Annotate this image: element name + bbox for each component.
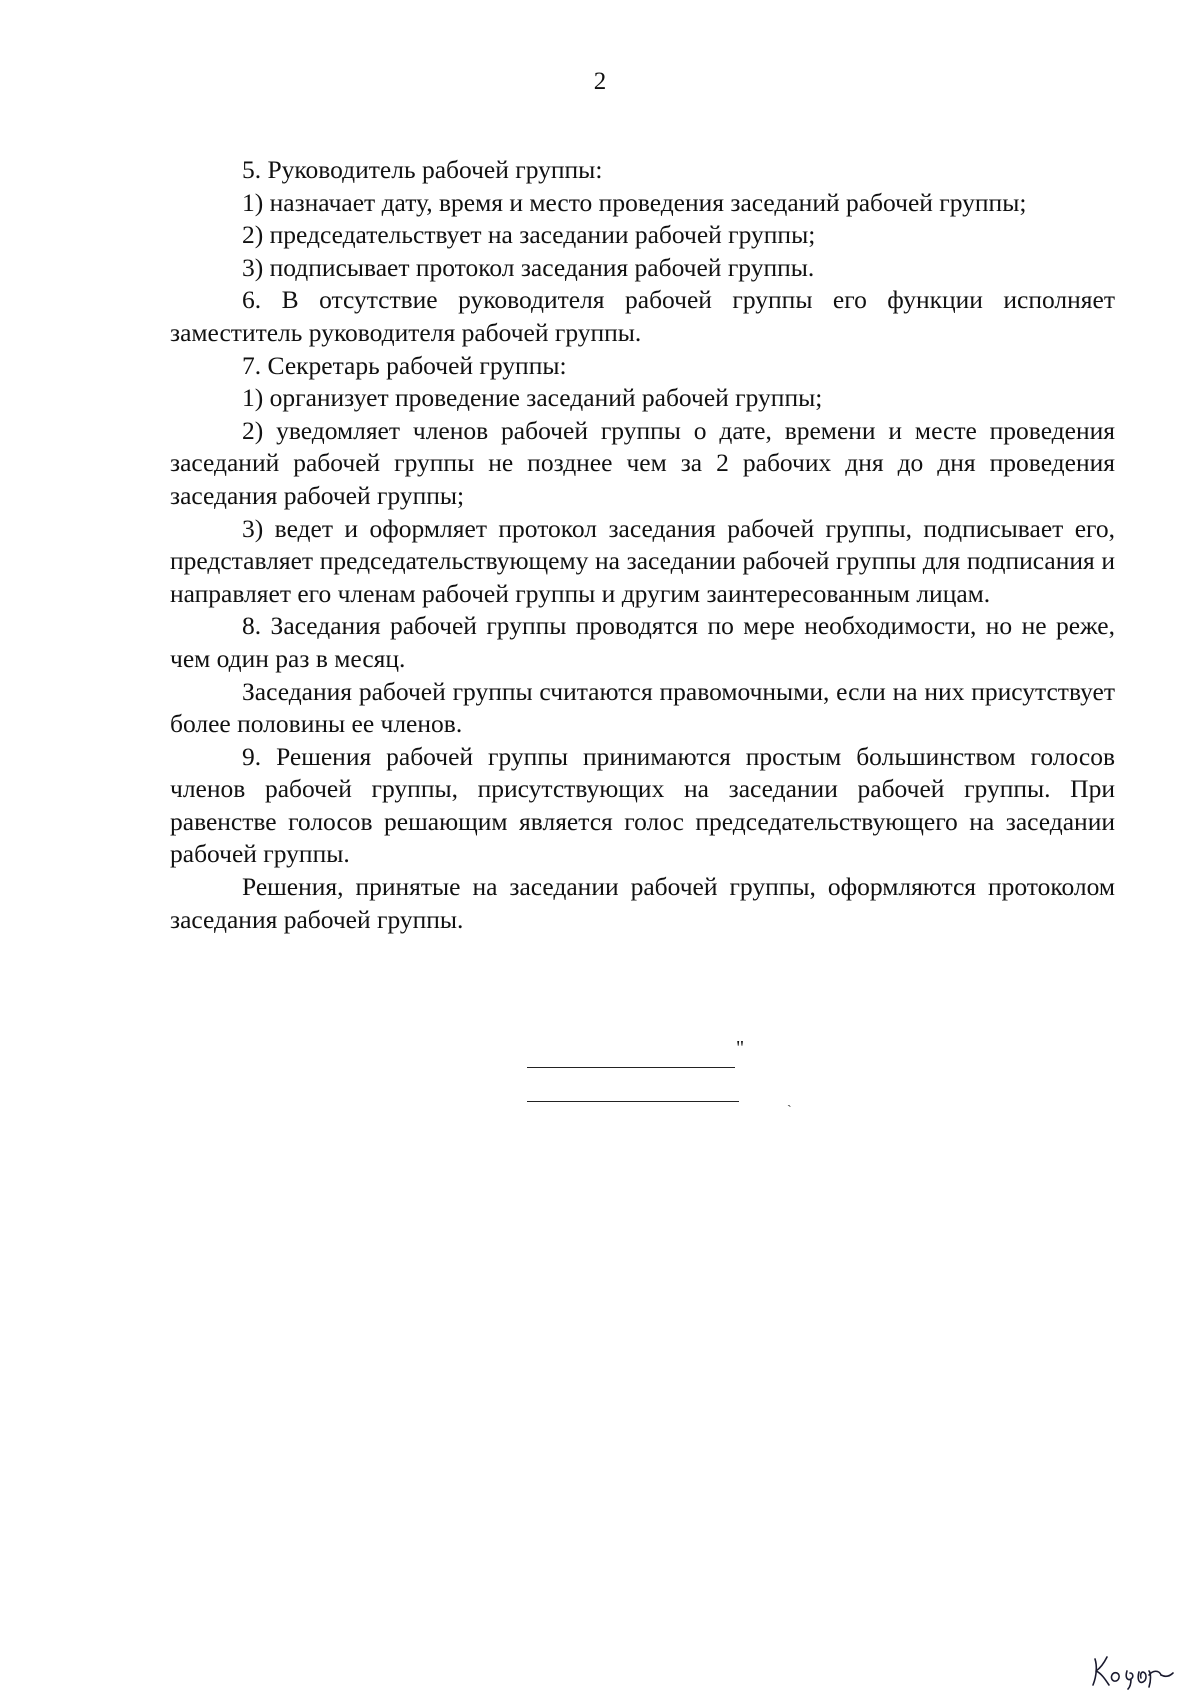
- handwritten-initials-signature: [1087, 1651, 1177, 1691]
- closing-separator-line: [527, 1067, 735, 1068]
- closing-quote-mark: ": [736, 1037, 745, 1059]
- stray-pen-mark: ˏ: [787, 1093, 792, 1108]
- page-number: 2: [593, 68, 607, 95]
- paragraph-8-quorum: Заседания рабочей группы считаются правомочными, если на них присутствует более половины ее членов.: [170, 676, 1115, 739]
- paragraph-9: 9. Решения рабочей группы принимаются простым большинством голосов членов рабочей группы, присутствующих на заседании рабочей группы. При равенстве голосов решающим является голос председательствующего на заседании рабочей группы.: [170, 741, 1115, 869]
- paragraph-7: 7. Секретарь рабочей группы:: [242, 350, 567, 380]
- paragraph-7-2: 2) уведомляет членов рабочей группы о дате, времени и месте проведения заседаний рабочей группы не позднее чем за 2 рабочих дня до дня проведения заседания рабочей группы;: [170, 415, 1115, 510]
- closing-separator-line-lower: [527, 1101, 739, 1102]
- paragraph-5-2: 2) председательствует на заседании рабочей группы;: [242, 220, 816, 250]
- paragraph-9-decisions: Решения, принятые на заседании рабочей группы, оформляются протоколом заседания рабочей группы.: [170, 872, 1115, 934]
- paragraph-8: 8. Заседания рабочей группы проводятся по мере необходимости, но не реже, чем один раз в месяц.: [170, 611, 1115, 673]
- paragraph-5-1: 1) назначает дату, время и место проведения заседаний рабочей группы;: [242, 187, 1027, 217]
- paragraph-5: 5. Руководитель рабочей группы:: [242, 155, 603, 184]
- paragraph-5-3: 3) подписывает протокол заседания рабочей группы.: [242, 252, 815, 282]
- paragraph-7-1: 1) организует проведение заседаний рабочей группы;: [242, 383, 823, 413]
- paragraph-7-3: 3) ведет и оформляет протокол заседания рабочей группы, подписывает его, представляет председательствующему на заседании рабочей группы для подписания и направляет его членам рабочей группы и другим заинтересованным лицам.: [170, 513, 1115, 608]
- document-body: [170, 154, 1115, 936]
- paragraph-6: 6. В отсутствие руководителя рабочей группы его функции исполняет заместитель руководителя рабочей группы.: [170, 285, 1115, 347]
